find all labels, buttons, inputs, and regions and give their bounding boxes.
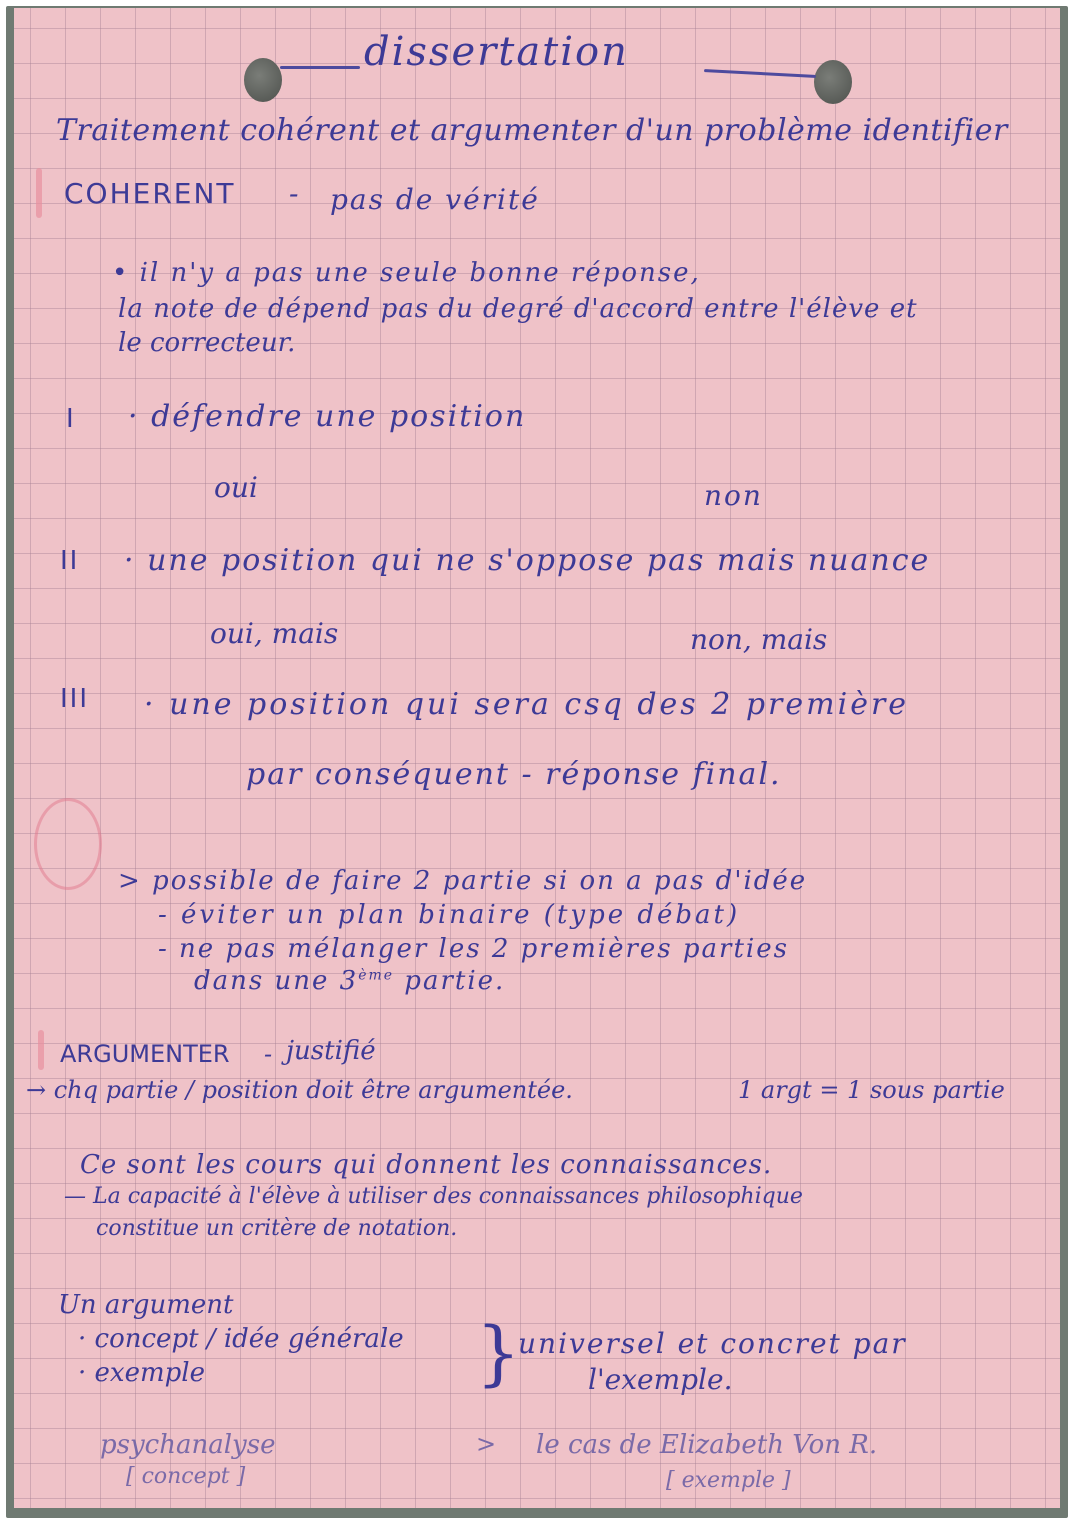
argument-summary-line-2: l'exemple. bbox=[588, 1363, 733, 1396]
part-3-title: · une position qui sera csq des 2 première bbox=[144, 687, 910, 722]
argument-summary-line-1: universel et concret par bbox=[518, 1327, 907, 1360]
binder-hole-left bbox=[244, 58, 282, 102]
remark-line-4-sup: ème bbox=[358, 967, 395, 984]
part-2-right-option: non, mais bbox=[690, 623, 828, 656]
remark-line-3: - ne pas mélanger les 2 premières parties bbox=[158, 934, 789, 964]
margin-circle-mark bbox=[34, 798, 102, 890]
courses-line: Ce sont les cours qui donnent les connaissances. bbox=[80, 1150, 773, 1180]
remark-line-4-prefix: dans une 3 bbox=[194, 966, 359, 996]
title-underline-left bbox=[280, 66, 360, 69]
part-2-left-option: oui, mais bbox=[210, 617, 339, 650]
part-2-title: · une position qui ne s'oppose pas mais nuance bbox=[124, 543, 931, 578]
part-3-conclusion: par conséquent - réponse final. bbox=[246, 757, 782, 792]
argument-item-example: · exemple bbox=[78, 1358, 205, 1388]
argumenter-dash: - bbox=[264, 1040, 273, 1068]
part-2-numeral: II bbox=[60, 546, 80, 576]
argument-heading: Un argument bbox=[58, 1290, 234, 1320]
intro-definition: Traitement cohérent et argumenter d'un problème identifier bbox=[56, 113, 1008, 148]
example-right: le cas de Elizabeth Von R. bbox=[536, 1430, 878, 1460]
argumenter-subtitle: justifié bbox=[286, 1036, 376, 1066]
part-1-numeral: I bbox=[66, 404, 76, 434]
argumenter-rule: → chq partie / position doit être argumentée. bbox=[26, 1076, 573, 1104]
argumenter-heading: ARGUMENTER bbox=[60, 1040, 230, 1068]
coherent-note-line-3: le correcteur. bbox=[118, 328, 296, 358]
part-1-left-option: oui bbox=[214, 471, 258, 504]
argumenter-equation: 1 argt = 1 sous partie bbox=[738, 1076, 1005, 1104]
remark-line-1: > possible de faire 2 partie si on a pas d'idée bbox=[118, 866, 808, 896]
criterion-line-2: constitue un critère de notation. bbox=[96, 1216, 458, 1241]
argument-item-concept: · concept / idée générale bbox=[78, 1324, 404, 1354]
coherent-note-line-1: • il n'y a pas une seule bonne réponse, bbox=[112, 258, 701, 288]
coherent-dash: - bbox=[289, 177, 299, 210]
coherent-heading: COHERENT bbox=[64, 177, 236, 210]
notebook-page bbox=[14, 8, 1060, 1508]
margin-highlight-2 bbox=[38, 1030, 44, 1070]
example-left: psychanalyse bbox=[100, 1430, 276, 1460]
part-1-title: · défendre une position bbox=[128, 399, 527, 434]
brace-symbol: } bbox=[476, 1312, 521, 1394]
coherent-subtitle: pas de vérité bbox=[330, 183, 540, 216]
page-title: dissertation bbox=[364, 29, 629, 75]
binder-hole-right bbox=[814, 60, 852, 104]
part-1-right-option: non bbox=[704, 479, 763, 512]
coherent-note-line-2: la note de dépend pas du degré d'accord entre l'élève et bbox=[118, 294, 918, 324]
margin-highlight bbox=[36, 168, 42, 218]
criterion-line-1: — La capacité à l'élève à utiliser des connaissances philosophique bbox=[64, 1184, 803, 1209]
title-underline-right bbox=[704, 69, 816, 78]
example-right-tag: [ exemple ] bbox=[666, 1468, 791, 1493]
example-left-tag: [ concept ] bbox=[126, 1464, 246, 1489]
example-arrow: > bbox=[476, 1430, 497, 1458]
remark-line-4-suffix: partie. bbox=[394, 966, 506, 996]
part-3-numeral: III bbox=[60, 684, 90, 714]
remark-line-2: - éviter un plan binaire (type débat) bbox=[158, 900, 741, 930]
remark-line-4 bbox=[194, 968, 505, 994]
